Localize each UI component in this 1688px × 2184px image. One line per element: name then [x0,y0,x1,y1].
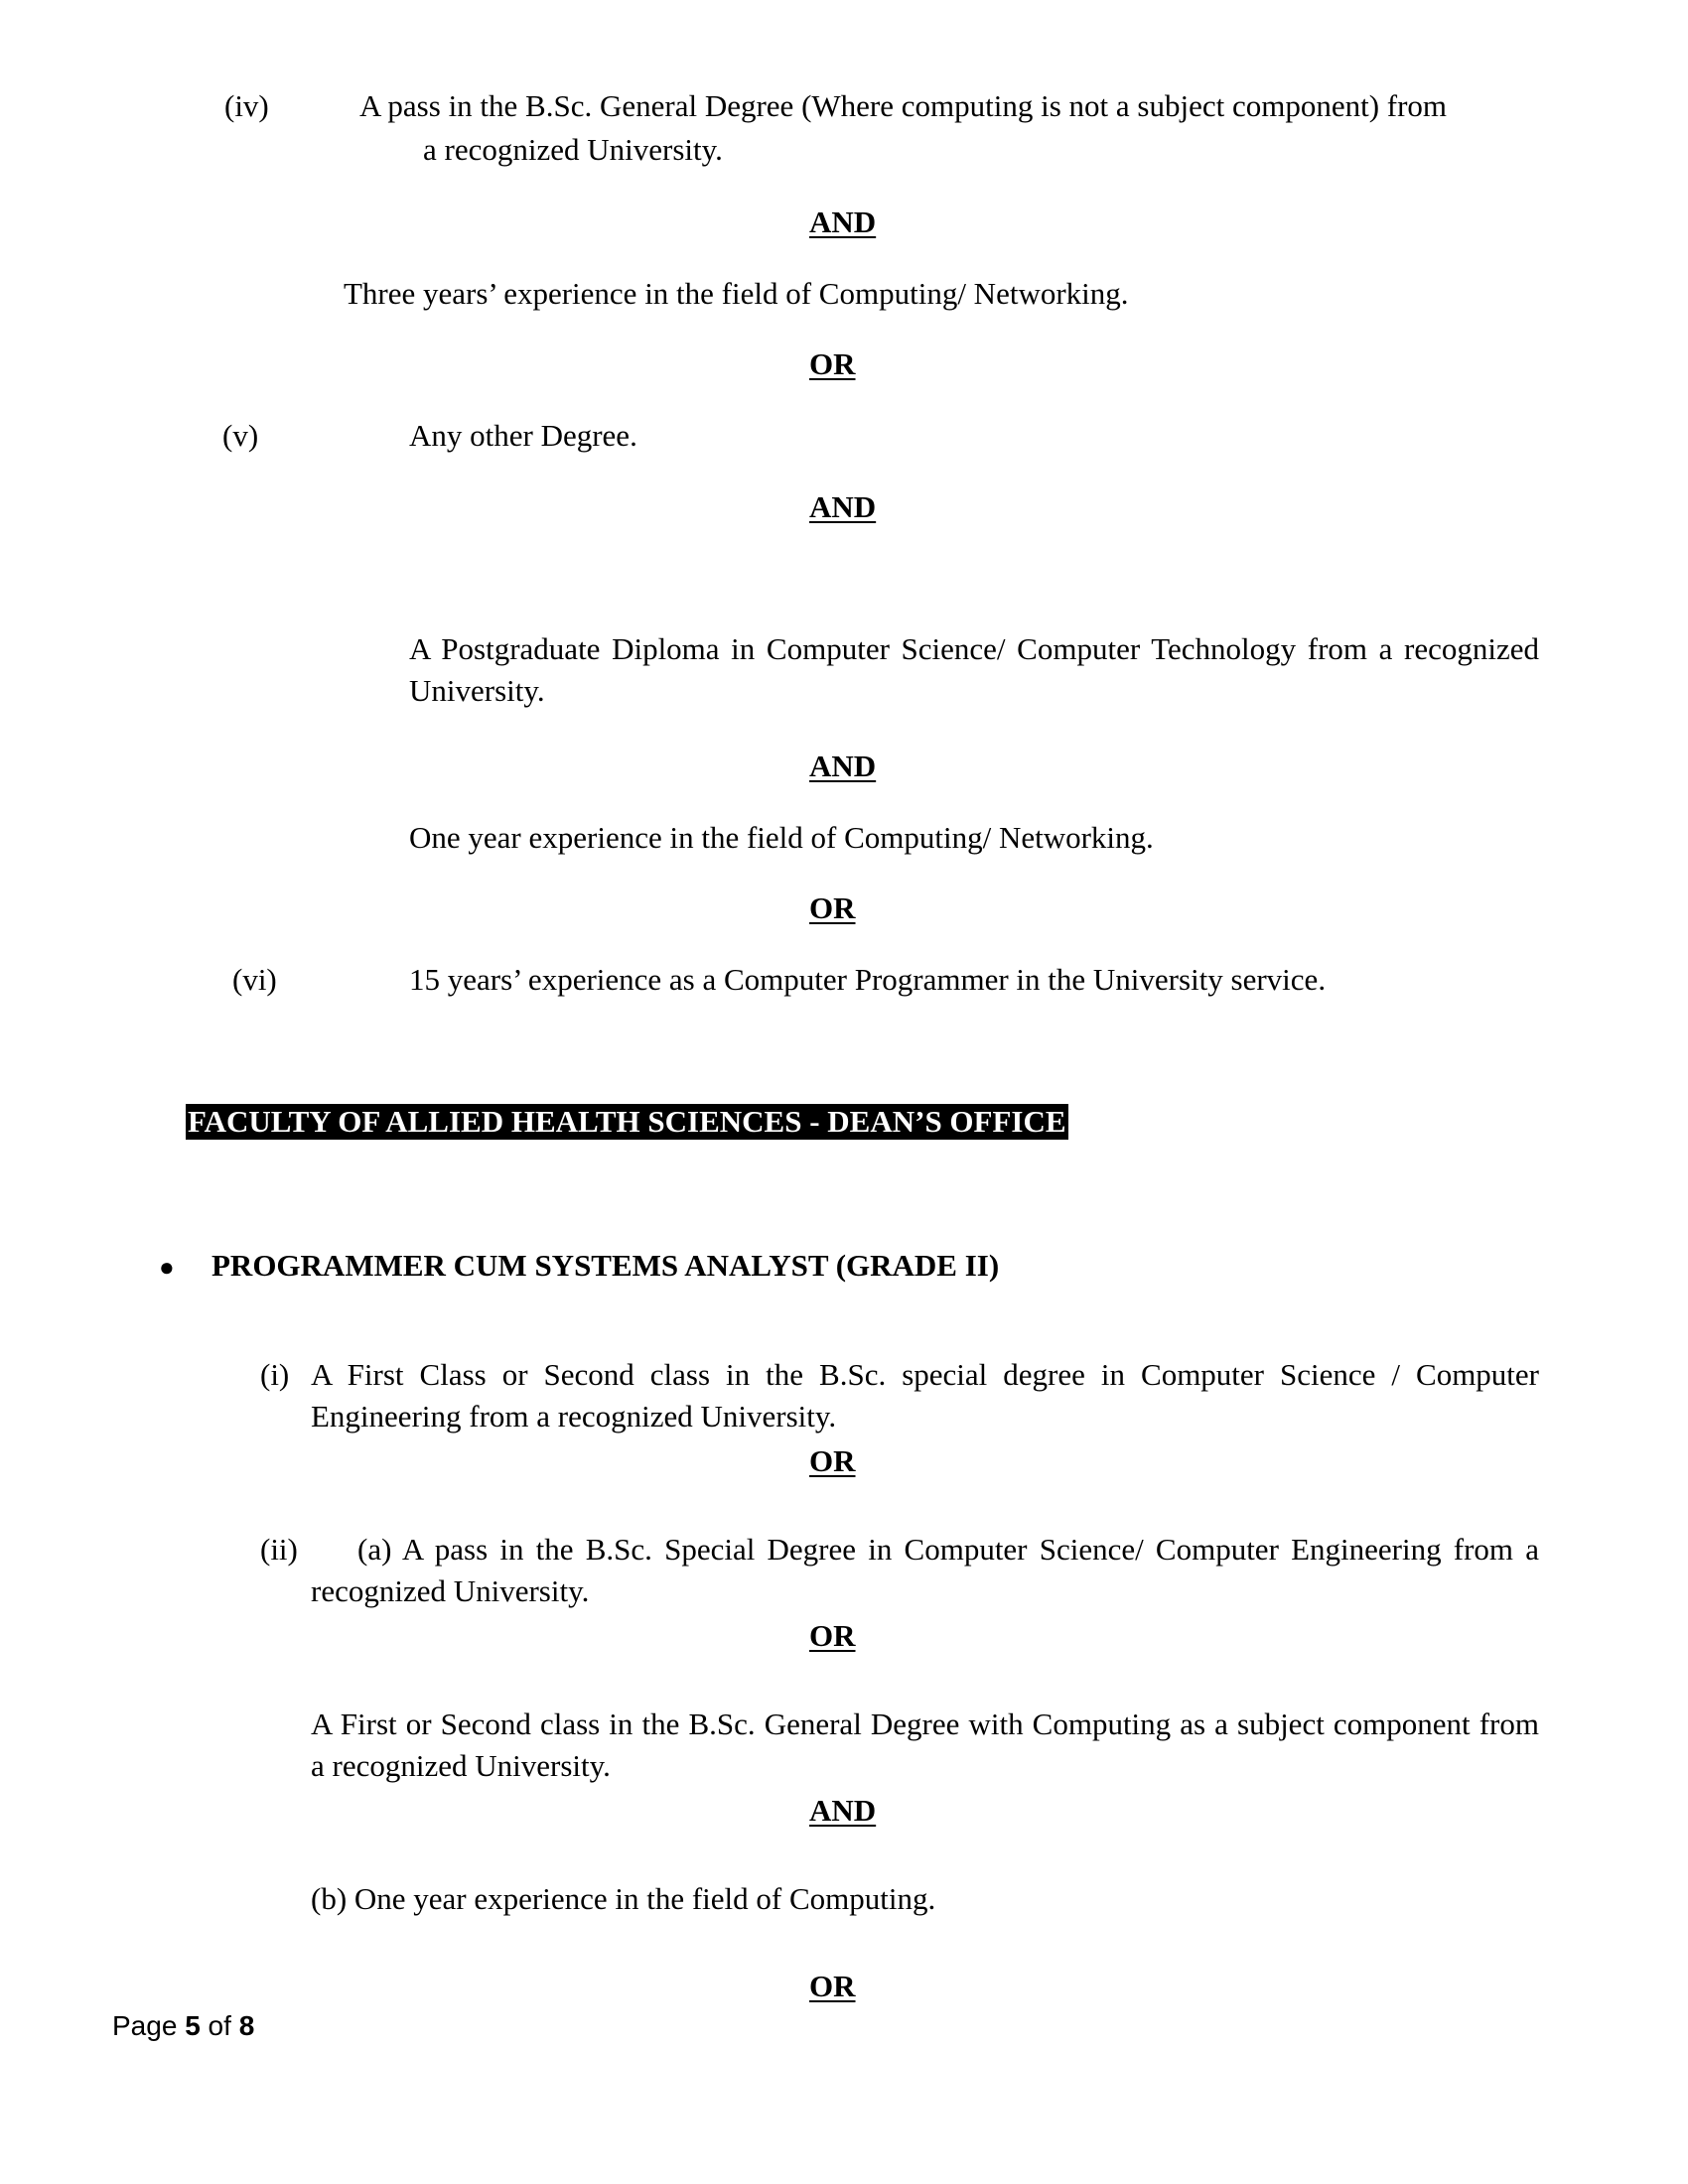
post-title: PROGRAMMER CUM SYSTEMS ANALYST (GRADE II) [211,1248,1000,1283]
item-b-text: (b) One year experience in the field of Computing. [311,1881,936,1916]
item-ii-text: (a) A pass in the B.Sc. Special Degree in Computer Science/ Computer Engineering from a recognized University. [311,1532,1539,1608]
item-v-label: (v) [222,418,259,453]
of-word: of [208,2010,231,2041]
conjunction-or: OR [809,1969,856,2003]
conjunction-or: OR [809,346,856,381]
conjunction-or: OR [809,1618,856,1653]
item-i-text: A First Class or Second class in the B.Sc. special degree in Computer Science / Computer Engineering from a recognized University. [311,1357,1539,1433]
page-number: 5 [185,2010,201,2041]
item-iv-text-line1: A pass in the B.Sc. General Degree (Where computing is not a subject component) from [359,88,1448,123]
one-year-experience: One year experience in the field of Computing/ Networking. [409,820,1154,855]
conjunction-or: OR [809,890,856,925]
item-iv-label: (iv) [224,88,269,123]
item-v-text: Any other Degree. [409,418,637,453]
item-vi-text: 15 years’ experience as a Computer Programmer in the University service. [409,962,1327,997]
three-years-experience: Three years’ experience in the field of Computing/ Networking. [344,276,1129,311]
postgraduate-diploma-paragraph: A Postgraduate Diploma in Computer Science/ Computer Technology from a recognized University. [409,631,1539,708]
conjunction-and: AND [809,489,877,524]
item-i-label: (i) [260,1357,290,1392]
item-ii-label: (ii) [260,1532,298,1567]
conjunction-and: AND [809,749,877,783]
conjunction-and: AND [809,1793,877,1828]
bullet-icon: ● [159,1253,175,1282]
item-vi-label: (vi) [232,962,277,997]
item-iv-text-line2: a recognized University. [423,132,723,167]
page-word: Page [112,2010,178,2041]
general-degree-paragraph: A First or Second class in the B.Sc. General Degree with Computing as a subject component from a recognized University. [311,1706,1539,1783]
section-heading-faculty: FACULTY OF ALLIED HEALTH SCIENCES - DEAN’S OFFICE [188,1104,1066,1139]
conjunction-and: AND [809,205,877,239]
page-number-footer [112,2005,254,2047]
page-total: 8 [238,2010,255,2041]
conjunction-or: OR [809,1443,856,1478]
